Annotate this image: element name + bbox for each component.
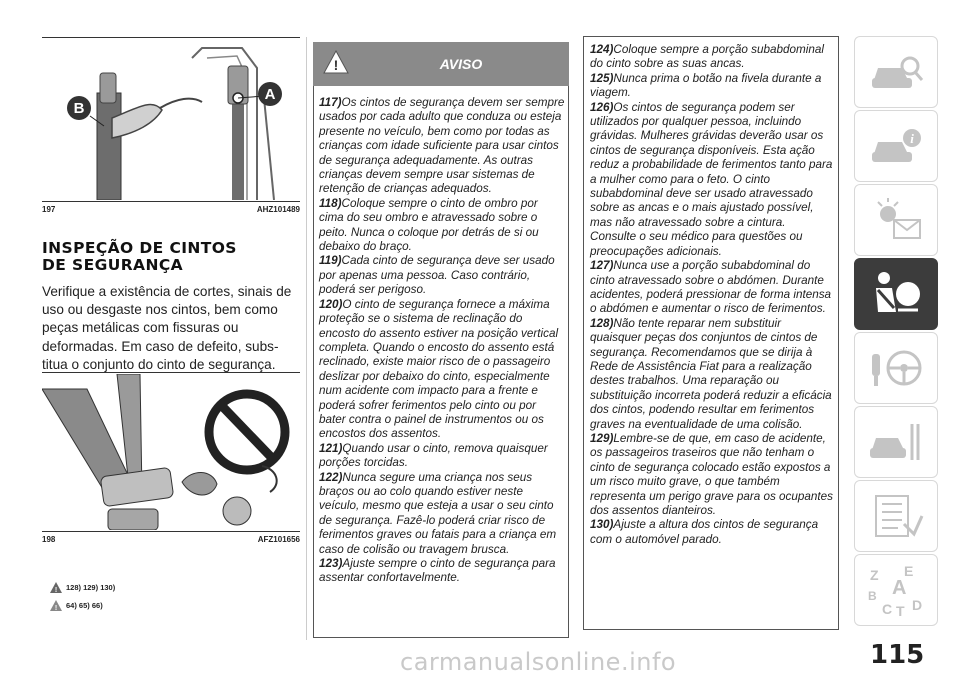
caution-triangle-icon bbox=[50, 600, 62, 611]
figure-197-code: AHZ101489 bbox=[256, 205, 300, 214]
tab-car-search[interactable] bbox=[854, 36, 938, 108]
warning-item bbox=[319, 197, 565, 255]
warning-item-number: 126) bbox=[590, 100, 614, 114]
warning-item-number: 127) bbox=[590, 259, 614, 273]
warning-ref-row-2 bbox=[50, 600, 103, 611]
warning-item-number: 129) bbox=[590, 431, 614, 445]
svg-text:!: ! bbox=[54, 605, 58, 611]
column-divider bbox=[306, 37, 307, 640]
warning-items bbox=[319, 96, 565, 586]
tab-car-tools[interactable] bbox=[854, 406, 938, 478]
warning-item bbox=[590, 101, 834, 259]
warning-item-text: Quando usar o cinto, remova quaisquer porções torcidas. bbox=[319, 441, 548, 470]
index-letter: C bbox=[882, 601, 893, 617]
warning-item bbox=[590, 518, 834, 547]
index-letter: T bbox=[896, 603, 905, 618]
warning-item-text: O cinto de segurança fornece a máxima proteção se o sistema de reclinação do encosto do assento estiver na posição vertical completa. Quando o encosto do assento está reclinado, existe maior risco de o passageiro deslizar por debaixo do cinto, especialmente num acidente com impacto para a frente e poderá sofrer ferimentos pelo cinto ou por bater contra o painel de instrumentos ou os encostos dos assentos. bbox=[319, 297, 559, 441]
warning-item bbox=[319, 557, 565, 586]
warning-item-text: Nunca prima o botão na fivela durante a viagem. bbox=[590, 71, 822, 100]
section-heading bbox=[42, 240, 302, 274]
figure-198-number: 198 bbox=[42, 535, 56, 544]
section-heading-line1: INSPEÇÃO DE CINTOS bbox=[42, 239, 237, 257]
warning-item-text: Coloque sempre o cinto de ombro por cima do seu ombro e atravessado sobre o peito. Nunca o coloque por detrás de si ou debaixo do braço. bbox=[319, 196, 539, 254]
index-letter: Z bbox=[870, 567, 879, 583]
figure-198-code: AFZ101656 bbox=[257, 535, 300, 544]
tab-warning-lights[interactable] bbox=[854, 184, 938, 256]
damaged-belt-illustration bbox=[42, 374, 300, 530]
page-number: 115 bbox=[870, 640, 925, 670]
warning-item-number: 117) bbox=[319, 96, 342, 109]
steering-key-icon bbox=[868, 346, 924, 390]
warning-item bbox=[590, 317, 834, 432]
warning-item-number: 118) bbox=[319, 196, 342, 210]
warning-ref-row-1 bbox=[50, 582, 115, 593]
warning-item-text: Ajuste sempre o cinto de segurança para assentar confortavelmente. bbox=[319, 557, 556, 585]
warning-item-text: Não tente reparar nem substituir quaisquer peças dos conjuntos de cintos de segurança. Recomendamos que se dirija à Rede de Assistência Fiat para a realização destes trabalhos. Uma reparação ou substituição incorreta poderá reduzir a eficácia dos cintos, podendo resultar em ferimentos graves na eventualidade de uma colisão. bbox=[590, 316, 832, 431]
warning-item bbox=[590, 72, 834, 101]
warning-ref-2: 64) 65) 66) bbox=[66, 601, 103, 610]
callout-b-label: B bbox=[73, 99, 85, 117]
warning-item bbox=[590, 43, 834, 72]
warning-item-number: 119) bbox=[319, 254, 342, 268]
svg-text:i: i bbox=[910, 131, 914, 146]
index-letter: B bbox=[868, 589, 877, 603]
tab-steering-key[interactable] bbox=[854, 332, 938, 404]
warning-item-number: 130) bbox=[590, 518, 614, 532]
warning-ref-1: 128) 129) 130) bbox=[66, 583, 116, 592]
index-letter: E bbox=[904, 563, 914, 579]
warning-triangle-icon bbox=[50, 582, 62, 593]
warning-title: AVISO bbox=[439, 56, 483, 72]
figure-198-top-rule bbox=[42, 372, 300, 373]
index-letter: A bbox=[892, 577, 907, 599]
watermark: carmanualsonline.info bbox=[400, 648, 677, 676]
index-letter: D bbox=[912, 597, 923, 613]
figure-198-image bbox=[42, 374, 300, 530]
warning-item bbox=[319, 298, 565, 442]
figure-197-image bbox=[42, 38, 300, 200]
car-search-icon bbox=[868, 50, 924, 94]
callout-a bbox=[258, 82, 282, 106]
warning-item-number: 125) bbox=[590, 71, 614, 85]
checklist-icon bbox=[868, 494, 924, 538]
warning-item-number: 120) bbox=[319, 297, 343, 311]
warning-item-text: Os cintos de segurança podem ser utilizados por qualquer pessoa, incluindo grávidas. Mulheres grávidas deverão usar os cintos de segurança disponíveis. Esta ação reduz a probabilidade de ferimentos tanto para a mulher como para o feto. O cinto subabdominal deve ser usado atravessado sobre as ancas e o mais ajustado possível, mas não atravessado sobre a cintura. Consulte o seu médico para questões ou preocupações adicionais. bbox=[590, 100, 833, 258]
car-info-icon bbox=[868, 124, 924, 168]
warning-item-number: 121) bbox=[319, 441, 343, 455]
warning-item bbox=[590, 259, 834, 317]
callout-a-label: A bbox=[264, 85, 276, 103]
warning-item-number: 122) bbox=[319, 470, 343, 484]
figure-198-rule bbox=[42, 531, 300, 532]
svg-text:!: ! bbox=[333, 57, 339, 73]
section-intro: Verifique a existência de cortes, sinais de uso ou desgaste nos cintos, bem como peças metálicas com fissuras ou deformadas. Em caso de defeito, subs-titua o conjunto do cinto de segurança. bbox=[42, 284, 292, 372]
warning-item bbox=[319, 471, 565, 557]
tab-checklist[interactable] bbox=[854, 480, 938, 552]
warning-item-text: Cada cinto de segurança deve ser usado por apenas uma pessoa. Caso contrário, poderá ser perigoso. bbox=[319, 254, 555, 297]
figure-197-caption bbox=[42, 205, 300, 214]
warning-item bbox=[590, 432, 834, 518]
warning-item-number: 124) bbox=[590, 43, 614, 56]
warning-header bbox=[313, 42, 569, 86]
tab-seatbelt-airbag[interactable] bbox=[854, 258, 938, 330]
figure-197-rule bbox=[42, 201, 300, 202]
figure-197-number: 197 bbox=[42, 205, 56, 214]
tab-car-info[interactable] bbox=[854, 110, 938, 182]
seatbelt-airbag-icon bbox=[868, 270, 924, 318]
warning-item-text: Lembre-se de que, em caso de acidente, os passageiros traseiros que não tenham o cinto de segurança colocado estão expostos a um risco muito grave, o que também representa um perigo grave para os ocupantes dos assentos dianteiros. bbox=[590, 431, 833, 517]
tab-index[interactable] bbox=[854, 554, 938, 626]
warning-item-number: 128) bbox=[590, 316, 614, 330]
warning-item-number: 123) bbox=[319, 557, 343, 570]
figure-198-caption bbox=[42, 535, 300, 544]
car-tools-icon bbox=[868, 420, 924, 464]
callout-b bbox=[67, 96, 91, 120]
warning-lights-icon bbox=[868, 198, 924, 242]
warning-item-text: Ajuste a altura dos cintos de segurança com o automóvel parado. bbox=[590, 518, 819, 546]
svg-text:!: ! bbox=[54, 587, 58, 593]
warning-item bbox=[319, 254, 565, 297]
index-letters-icon bbox=[866, 562, 926, 618]
warning-item-text: Nunca segure uma criança nos seus braços ou ao colo quando estiver neste veículo, mesmo que esteja a usar o seu cinto de segurança. Fazê-lo poderá criar risco de ferimentos graves ou fatais para a criança em caso de colisão ou travagem brusca. bbox=[319, 470, 557, 556]
warning-item-text: Os cintos de segurança devem ser sempre usados por cada adulto que conduza ou esteja presente no veículo, bem como por todas as crianças com idade suficiente para usar cintos de segurança adequadamente. As outras crianças devem sempre usar sistemas de retenção de crianças adequados. bbox=[319, 96, 565, 196]
warning-item-text: Nunca use a porção subabdominal do cinto atravessado sobre o abdómen. Durante acidentes, poderá pressionar de forma intensa o abdómen e aumentar o risco de ferimentos. bbox=[590, 259, 832, 316]
warning-continued-items bbox=[590, 43, 834, 547]
warning-item bbox=[319, 442, 565, 471]
warning-item bbox=[319, 96, 565, 197]
section-heading-line2: DE SEGURANÇA bbox=[42, 256, 183, 274]
warning-item-text: Coloque sempre a porção subabdominal do cinto sobre as suas ancas. bbox=[590, 43, 824, 71]
